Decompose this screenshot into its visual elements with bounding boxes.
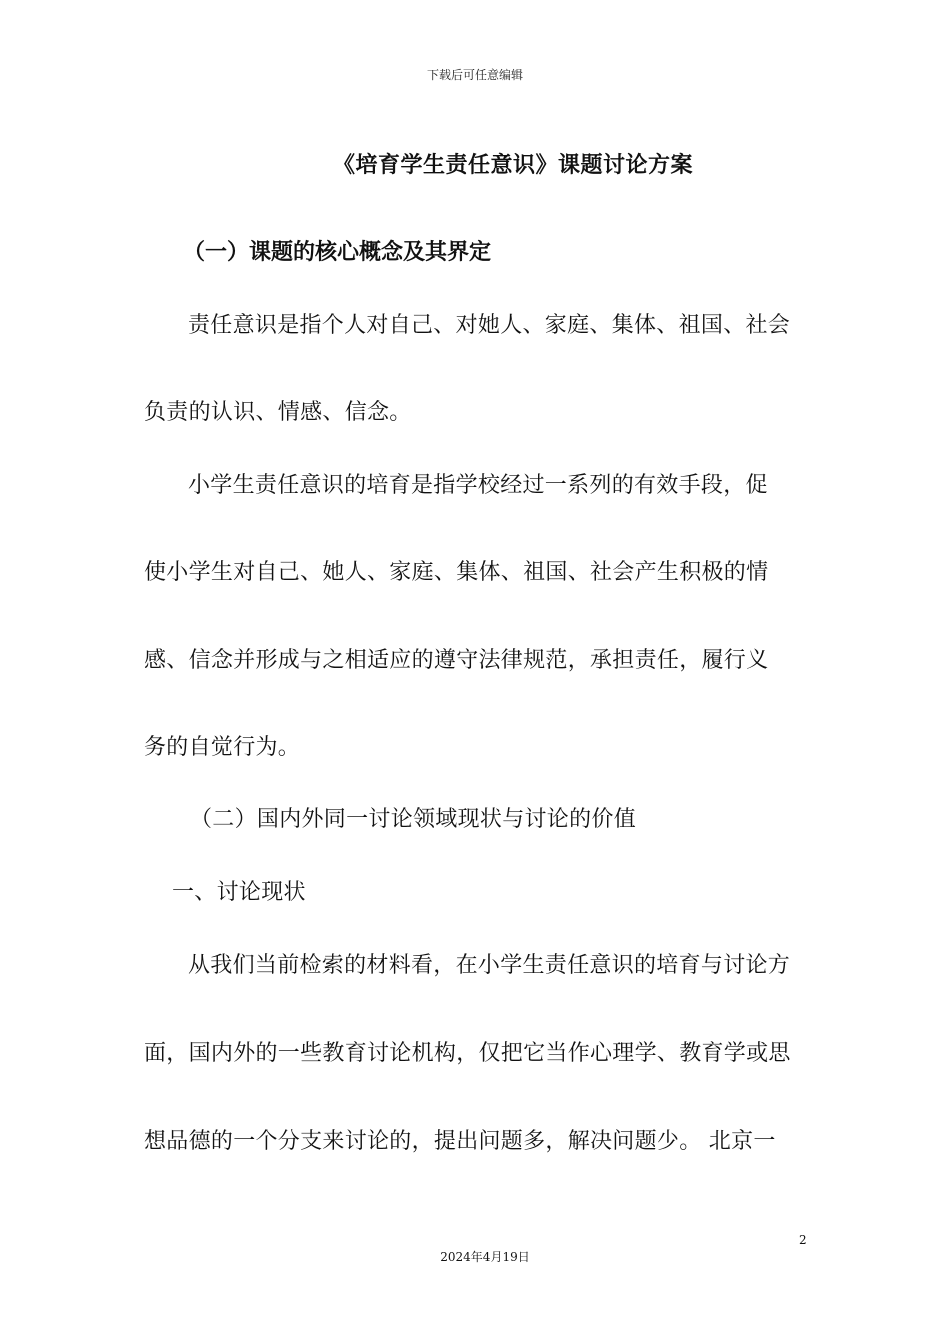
paragraph-line: 从我们当前检索的材料看，在小学生责任意识的培育与讨论方	[188, 953, 791, 978]
paragraph-line: 感、信念并形成与之相适应的遵守法律规范，承担责任，履行义	[144, 648, 769, 673]
paragraph-line: 责任意识是指个人对自己、对她人、家庭、集体、祖国、社会	[188, 313, 791, 338]
paragraph-line: 面，国内外的一些教育讨论机构，仅把它当作心理学、教育学或思	[144, 1041, 791, 1066]
paragraph-line: 务的自觉行为。	[144, 735, 301, 760]
paragraph-line: 想品德的一个分支来讨论的，提出问题多，解决问题少。 北京一	[144, 1129, 776, 1154]
document-title-text: 《培育学生责任意识》课题讨论方案	[332, 153, 693, 178]
footer-date	[0, 1248, 950, 1265]
page-number: 2	[799, 1233, 807, 1247]
paragraph-line: 使小学生对自己、她人、家庭、集体、祖国、社会产生积极的情	[144, 560, 769, 585]
paragraph-line: 负责的认识、情感、信念。	[144, 400, 412, 425]
header-note: 下载后可任意编辑	[426, 68, 523, 82]
section2-subheading: 一、讨论现状	[172, 880, 306, 905]
document-title	[0, 148, 950, 179]
paragraph-line: 小学生责任意识的培育是指学校经过一系列的有效手段，促	[188, 473, 768, 498]
section1-heading: （一）课题的核心概念及其界定	[183, 240, 492, 265]
footer-date-text: 2024年4月19日	[440, 1250, 530, 1264]
section2-heading: （二）国内外同一讨论领域现状与讨论的价值	[190, 807, 637, 832]
